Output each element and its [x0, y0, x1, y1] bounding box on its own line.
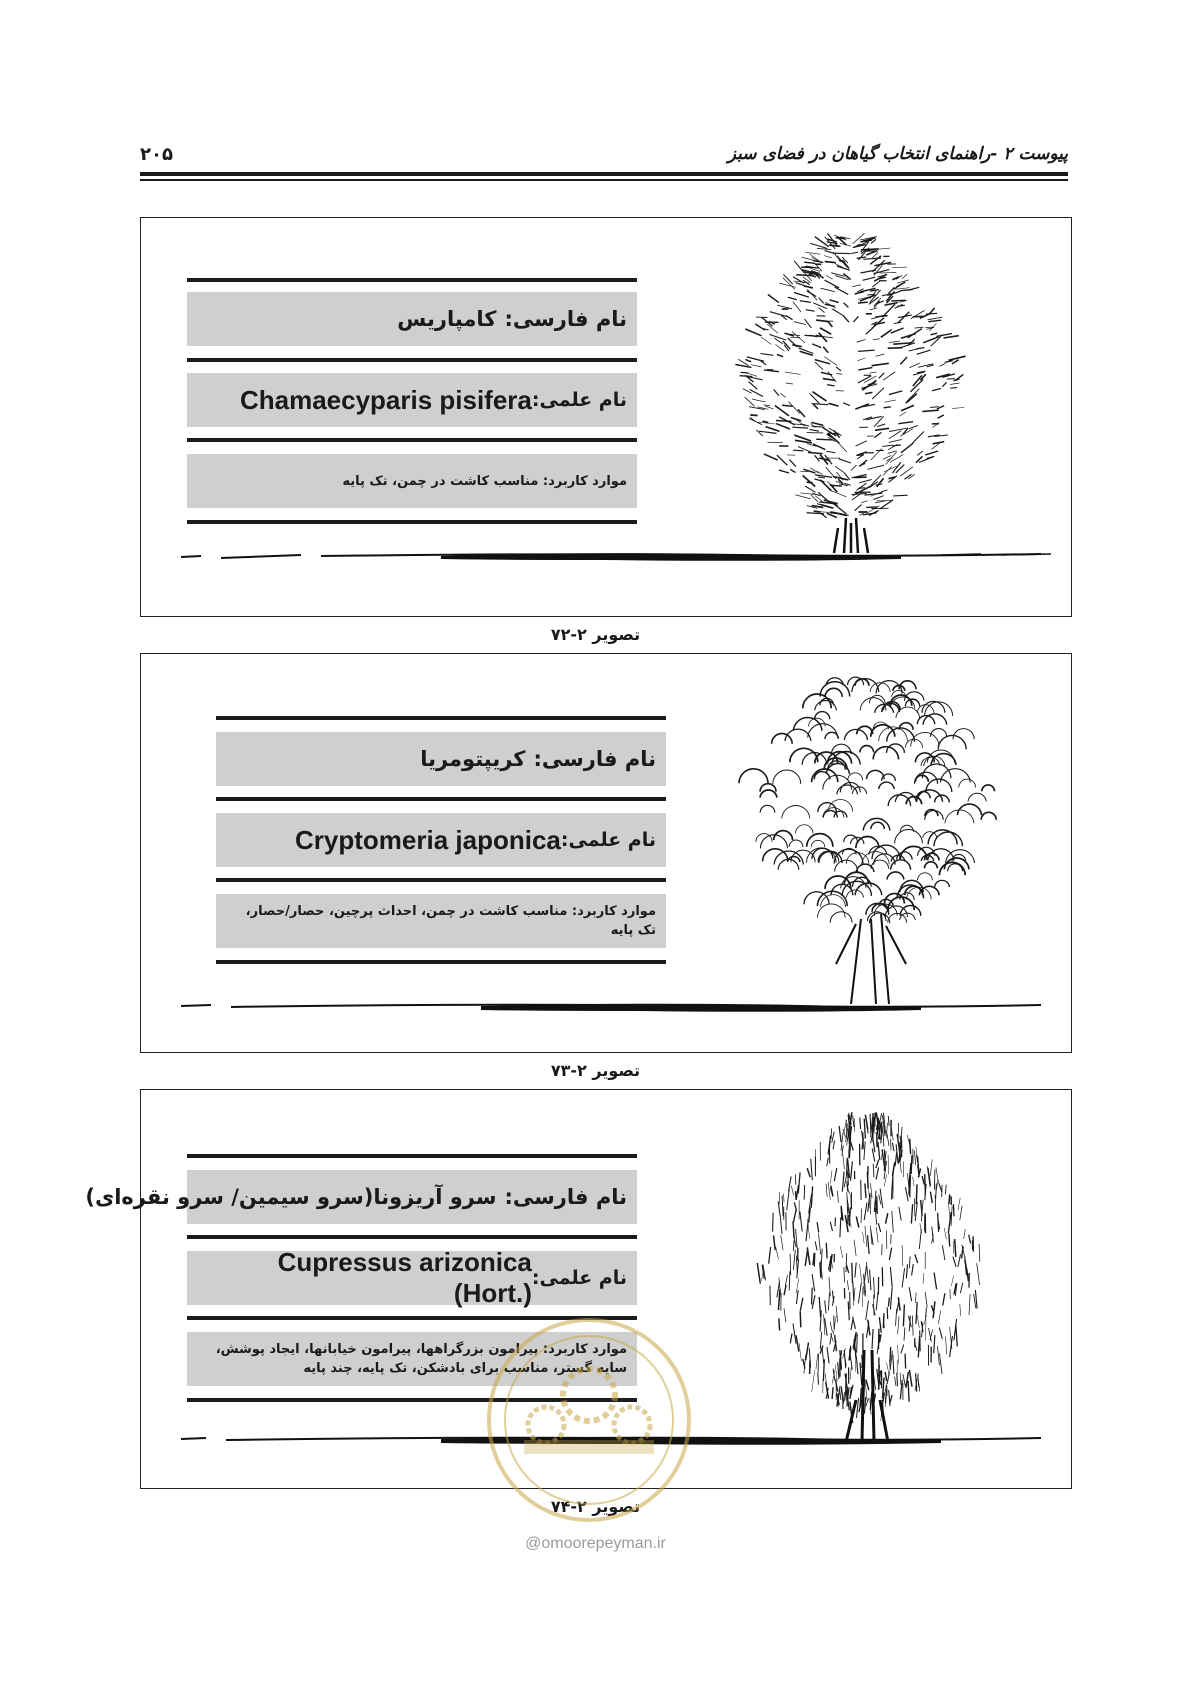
watermark-url: @omoorepeyman.ir — [525, 1535, 666, 1552]
persian-name-label: نام فارسی: — [504, 307, 627, 331]
figure-caption: تصویر ۲-۷۳ — [550, 1061, 641, 1080]
persian-name-value: کامپاریس — [397, 307, 497, 331]
divider-line — [216, 878, 666, 882]
divider-line — [216, 797, 666, 801]
header-rule — [140, 172, 1068, 176]
persian-name-band — [85, 1170, 637, 1224]
usage-band — [187, 454, 637, 508]
scientific-name-label: نام علمی: — [560, 829, 656, 851]
scientific-name-value: Chamaecyparis pisifera — [239, 384, 532, 415]
persian-name-label: نام فارسی: — [504, 1185, 627, 1209]
tree-illustration-cryptomeria — [711, 664, 1041, 1009]
persian-name-band — [187, 292, 637, 346]
persian-name-label: نام فارسی: — [533, 747, 656, 771]
header-rule-thin — [140, 179, 1068, 181]
tree-illustration-cupressus — [696, 1100, 1036, 1445]
running-header-title: پیوست ۲ -راهنمای انتخاب گیاهان در فضای سبز — [727, 144, 1068, 164]
figure-caption: تصویر ۲-۷۲ — [550, 625, 641, 644]
divider-line — [187, 520, 637, 524]
usage-text: موارد کاربرد: پیرامون بزرگراهها، پیرامون خیابانها، ایجاد پوشش، سایه گستر، مناسب برای بادشکن، تک پایه، چند پایه — [215, 1342, 627, 1376]
figure-chamaecyparis — [140, 217, 1072, 617]
figure-caption: تصویر ۲-۷۴ — [550, 1497, 641, 1516]
divider-line — [187, 358, 637, 362]
tree-illustration-chamaecyparis — [696, 228, 1026, 558]
divider-line — [187, 1154, 637, 1158]
divider-line — [187, 1235, 637, 1239]
usage-text: موارد کاربرد: مناسب کاشت در چمن، تک پایه — [342, 473, 627, 489]
divider-line — [216, 716, 666, 720]
scientific-name-band — [187, 373, 637, 427]
divider-line — [216, 960, 666, 964]
divider-line — [187, 278, 637, 282]
page-number: ۲۰۵ — [140, 144, 173, 165]
institutional-seal-stamp-icon — [484, 1315, 694, 1525]
usage-band — [216, 894, 666, 948]
page-header — [140, 140, 1068, 190]
divider-line — [187, 438, 637, 442]
persian-name-band — [216, 732, 666, 786]
scientific-name-band — [216, 813, 666, 867]
usage-text: موارد کاربرد: مناسب کاشت در چمن، احداث پرچین، حصار/حصار، تک پایه — [245, 904, 656, 938]
scientific-name-value: Cupressus arizonica (Hort.) — [277, 1247, 532, 1308]
figure-cryptomeria — [140, 653, 1072, 1053]
persian-name-value: کریپتومریا — [420, 747, 526, 771]
persian-name-value: سرو آریزونا(سرو سیمین/ سرو نقره‌ای) — [85, 1185, 497, 1209]
scientific-name-band — [187, 1247, 637, 1308]
scientific-name-label: نام علمی: — [531, 1267, 627, 1289]
scientific-name-label: نام علمی: — [531, 389, 627, 411]
scientific-name-value: Cryptomeria japonica — [295, 824, 561, 855]
